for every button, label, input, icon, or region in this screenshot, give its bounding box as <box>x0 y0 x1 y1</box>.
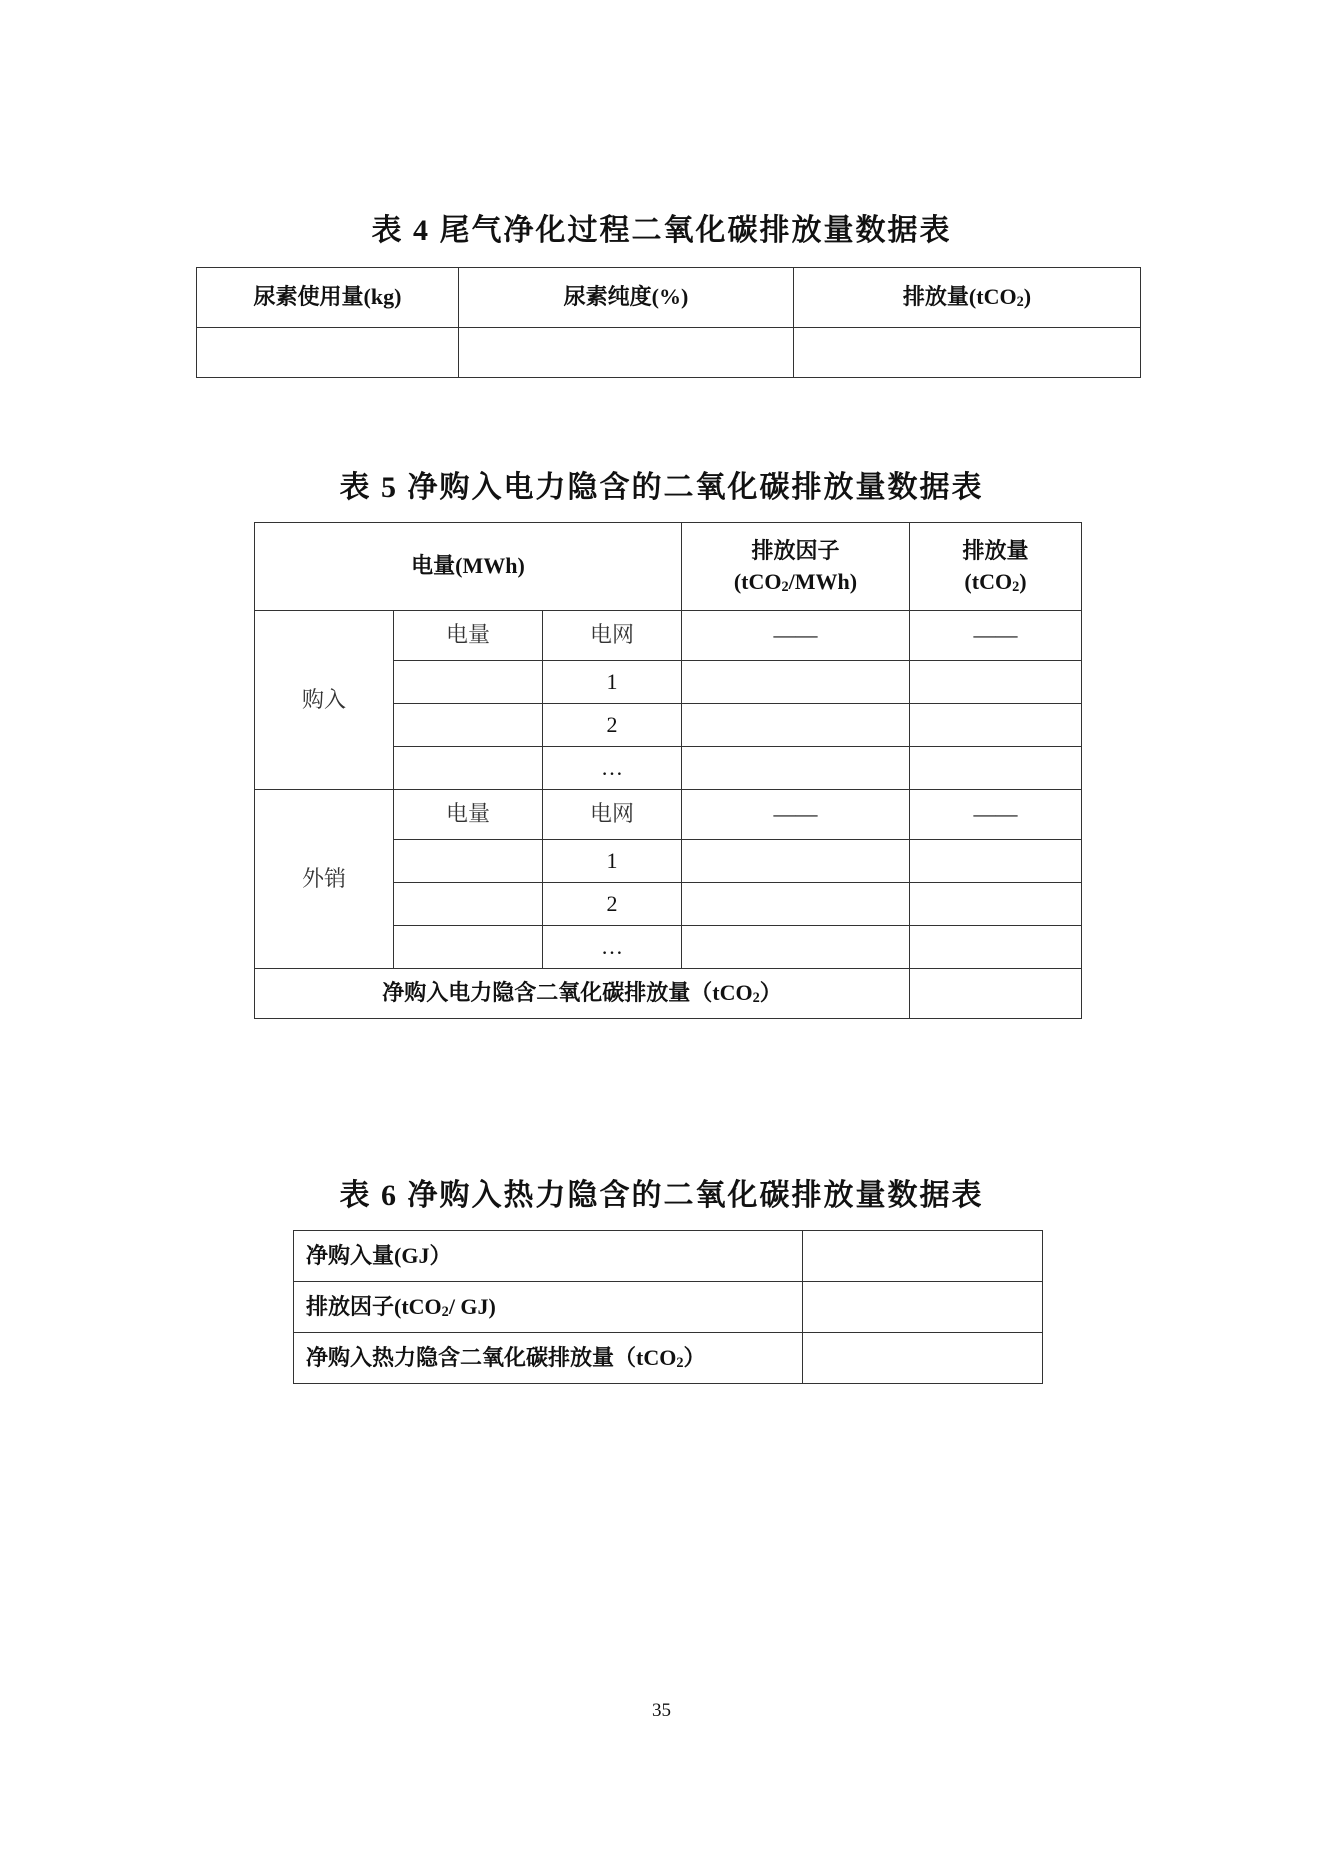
table4-caption: 表 4 尾气净化过程二氧化碳排放量数据表 <box>371 214 952 247</box>
table5-sale-emission-dash: —— <box>910 790 1082 840</box>
table5-sale-quantity-1[interactable] <box>394 840 543 883</box>
table5-purchase-emission-1[interactable] <box>910 661 1082 704</box>
table5-purchase-col-grid: 电网 <box>543 611 682 661</box>
table6-net-purchase-value[interactable] <box>803 1231 1043 1282</box>
table5-purchase-col-quantity: 电量 <box>394 611 543 661</box>
table5-sale-factor-dash: —— <box>682 790 910 840</box>
table5-sale-factor-more[interactable] <box>682 926 910 969</box>
table5-purchase-quantity-1[interactable] <box>394 661 543 704</box>
table5-sale-emission-2[interactable] <box>910 883 1082 926</box>
table5-purchase-factor-2[interactable] <box>682 704 910 747</box>
table5-header-emission: 排放量 (tCO$_2$) <box>910 523 1082 611</box>
table5-sale-factor-2[interactable] <box>682 883 910 926</box>
table4-cell-urea-usage[interactable] <box>197 328 459 378</box>
table5-purchase-grid-1: 1 <box>543 661 682 704</box>
table4-cell-emission[interactable] <box>794 328 1141 378</box>
table5-purchase-factor-more[interactable] <box>682 747 910 790</box>
table5-sale-quantity-2[interactable] <box>394 883 543 926</box>
table5-header-electricity: 电量(MWh) <box>255 523 682 611</box>
table5-purchase-factor-dash: —— <box>682 611 910 661</box>
table6 <box>293 1230 1043 1384</box>
table5-sale-quantity-more[interactable] <box>394 926 543 969</box>
table5-purchase-quantity-2[interactable] <box>394 704 543 747</box>
table5-purchase-grid-more: … <box>543 747 682 790</box>
table5-purchase-label: 购入 <box>255 611 394 790</box>
table5-caption: 表 5 净购入电力隐含的二氧化碳排放量数据表 <box>339 471 984 504</box>
table5-sale-label: 外销 <box>255 790 394 969</box>
table5-sale-col-grid: 电网 <box>543 790 682 840</box>
table5-sale-grid-1: 1 <box>543 840 682 883</box>
table5-purchase-emission-more[interactable] <box>910 747 1082 790</box>
table6-factor-value[interactable] <box>803 1282 1043 1333</box>
table4 <box>196 267 1141 378</box>
table5-purchase-grid-2: 2 <box>543 704 682 747</box>
table5-sale-factor-1[interactable] <box>682 840 910 883</box>
table6-total-value[interactable] <box>803 1333 1043 1384</box>
table4-header-urea-purity: 尿素纯度(%) <box>459 268 794 328</box>
table5-purchase-quantity-more[interactable] <box>394 747 543 790</box>
table5-sale-emission-1[interactable] <box>910 840 1082 883</box>
table6-net-purchase-label: 净购入量(GJ） <box>294 1231 803 1282</box>
table4-cell-urea-purity[interactable] <box>459 328 794 378</box>
table4-header-emission: 排放量(tCO$_2$) <box>794 268 1141 328</box>
table5-total-value[interactable] <box>910 969 1082 1019</box>
table5-sale-col-quantity: 电量 <box>394 790 543 840</box>
table6-total-label: 净购入热力隐含二氧化碳排放量（tCO$_2$） <box>294 1333 803 1384</box>
table5-header-factor: 排放因子 (tCO$_2$/MWh) <box>682 523 910 611</box>
page-number: 35 <box>652 1700 671 1721</box>
table5 <box>254 522 1082 1019</box>
table4-header-urea-usage: 尿素使用量(kg) <box>197 268 459 328</box>
table5-sale-grid-more: … <box>543 926 682 969</box>
table5-total-label: 净购入电力隐含二氧化碳排放量（tCO$_2$） <box>255 969 910 1019</box>
table5-purchase-emission-dash: —— <box>910 611 1082 661</box>
table5-purchase-emission-2[interactable] <box>910 704 1082 747</box>
table6-caption: 表 6 净购入热力隐含的二氧化碳排放量数据表 <box>339 1179 984 1212</box>
table5-purchase-factor-1[interactable] <box>682 661 910 704</box>
table5-sale-grid-2: 2 <box>543 883 682 926</box>
table5-sale-emission-more[interactable] <box>910 926 1082 969</box>
table6-factor-label: 排放因子(tCO$_2$/ GJ) <box>294 1282 803 1333</box>
